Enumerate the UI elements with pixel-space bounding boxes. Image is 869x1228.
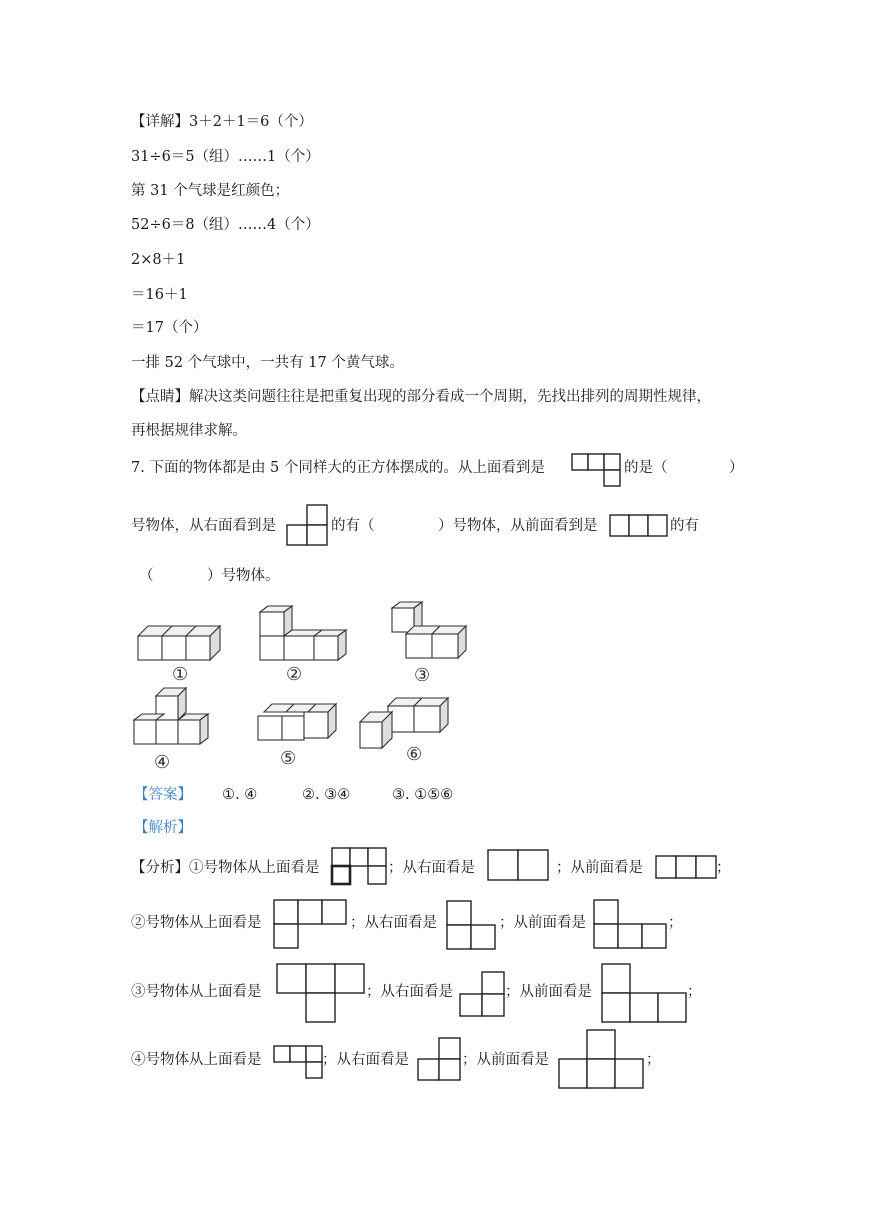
question-line-1-paren: ） xyxy=(729,460,744,476)
object-2-top-view xyxy=(272,898,350,950)
answer-1: ①. ④ xyxy=(222,787,258,803)
solution-line-4: 52÷6＝8（组）……4（个） xyxy=(131,217,320,233)
object-4-figure xyxy=(130,686,220,756)
answer-label: 【答案】 xyxy=(134,787,192,803)
analysis-row-3-end: ； xyxy=(687,984,702,1000)
question-line-1-tail: 的是（ xyxy=(624,460,668,476)
top-view-figure xyxy=(571,453,623,489)
object-1-front-view xyxy=(654,854,718,882)
answer-2: ②. ③④ xyxy=(302,787,351,803)
object-4-right-view xyxy=(416,1036,464,1084)
remark-line-1: 【点睛】解决这类问题往往是把重复出现的部分看成一个周期，先找出排列的周期性规律， xyxy=(131,389,711,405)
object-3-top-view xyxy=(275,962,367,1024)
analysis-row-2-front: ；从前面看是 xyxy=(499,915,586,931)
object-4-front-view xyxy=(557,1028,649,1090)
analysis-row-2-end: ； xyxy=(668,915,683,931)
question-line-3-open: （ xyxy=(139,568,154,584)
question-line-2-tail: 的有 xyxy=(670,518,699,534)
question-line-2-mid2: ）号物体，从前面看到是 xyxy=(438,518,598,534)
object-3-front-view xyxy=(600,962,690,1024)
analysis-row-4-text: ④号物体从上面看是 xyxy=(131,1052,262,1068)
solution-line-2: 31÷6＝5（组）……1（个） xyxy=(131,149,320,165)
object-3-right-view xyxy=(458,970,506,1018)
analysis-row-1-end: ； xyxy=(716,860,731,876)
front-view-figure xyxy=(609,514,671,540)
solution-line-8: 一排 52 个气球中，一共有 17 个黄气球。 xyxy=(131,355,404,371)
analysis-row-1-right: ；从右面看是 xyxy=(388,860,475,876)
question-line-2-mid: 的有（ xyxy=(331,518,375,534)
question-line-3-text: ）号物体。 xyxy=(207,568,280,584)
object-1-right-view xyxy=(486,848,552,884)
object-1-label: ① xyxy=(172,664,189,685)
object-2-right-view xyxy=(445,899,499,951)
object-5-label: ⑤ xyxy=(280,748,297,769)
analysis-row-3-front: ；从前面看是 xyxy=(505,984,592,1000)
object-6-label: ⑥ xyxy=(406,744,423,765)
analysis-row-4-end: ； xyxy=(646,1052,661,1068)
analysis-row-1-front: ；从前面看是 xyxy=(556,860,643,876)
analysis-row-3-right: ；从右面看是 xyxy=(366,984,453,1000)
analysis-row-4-front: ；从前面看是 xyxy=(462,1052,549,1068)
object-2-front-view xyxy=(592,898,670,952)
analysis-row-2-text: ②号物体从上面看是 xyxy=(131,915,262,931)
solution-line-7: ＝17（个） xyxy=(131,320,208,336)
remark-line-2: 再根据规律求解。 xyxy=(131,423,247,439)
object-3-figure xyxy=(388,600,488,666)
analysis-row-2-right: ；从右面看是 xyxy=(350,915,437,931)
analysis-label: 【解析】 xyxy=(134,820,192,836)
answer-3: ③. ①⑤⑥ xyxy=(392,787,454,803)
analysis-row-3-text: ③号物体从上面看是 xyxy=(131,984,262,1000)
question-line-2-text: 号物体，从右面看到是 xyxy=(131,518,276,534)
object-4-label: ④ xyxy=(154,752,171,773)
object-2-label: ② xyxy=(286,664,303,685)
object-1-top-view xyxy=(330,846,388,888)
object-2-figure xyxy=(254,604,354,668)
solution-line-5: 2×8＋1 xyxy=(131,252,186,268)
question-line-1-text: 7. 下面的物体都是由 5 个同样大的正方体摆成的。从上面看到是 xyxy=(131,460,545,476)
object-4-top-view xyxy=(272,1044,326,1080)
object-3-label: ③ xyxy=(414,665,431,686)
solution-line-3: 第 31 个气球是红颜色； xyxy=(131,183,290,199)
analysis-row-4-right: ；从右面看是 xyxy=(322,1052,409,1068)
solution-line-6: ＝16＋1 xyxy=(131,287,188,303)
solution-line-1: 【详解】3＋2＋1＝6（个） xyxy=(131,114,313,130)
analysis-row-1-text: 【分析】①号物体从上面看是 xyxy=(131,860,320,876)
object-5-figure xyxy=(254,696,344,748)
object-1-figure xyxy=(132,618,232,670)
right-view-figure xyxy=(286,503,330,549)
